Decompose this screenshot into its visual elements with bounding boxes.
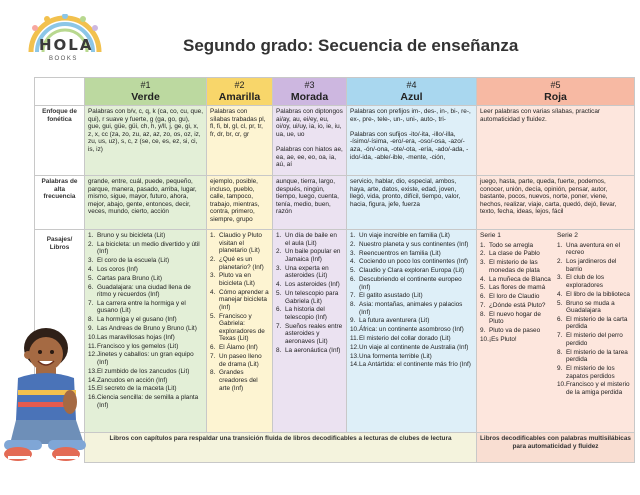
- list-item-number: 9.: [480, 327, 486, 335]
- column-header-amarilla: [207, 78, 273, 106]
- list-item-text: La muñeca de Blanca: [489, 275, 551, 283]
- list-item-text: Las maravillosas hojas (Inf): [97, 333, 175, 341]
- list-item-number: 13.: [88, 367, 97, 375]
- list-item-number: 2.: [88, 240, 94, 248]
- fonetica-cell-roja: Leer palabras con varias sílabas, practicar automaticidad y fluidez.: [477, 106, 635, 176]
- list-item-number: 1.: [88, 232, 94, 239]
- list-item: [210, 232, 269, 255]
- list-item-text: El nuevo hogar de Pluto: [489, 310, 541, 326]
- list-item-number: 9.: [350, 317, 356, 325]
- list-item-number: 8.: [210, 369, 216, 377]
- list-item-text: Ciencia sencilla: de semilla a planta (Inf): [97, 394, 199, 409]
- serie-1: [480, 232, 554, 398]
- list-item: [557, 300, 631, 315]
- list-item-text: Una experta en asteroides (Lit): [285, 264, 329, 280]
- list-item-number: 5.: [88, 274, 94, 282]
- list-item: [88, 275, 203, 283]
- list-item-text: Un telescopio para Gabriela (Lit): [285, 289, 339, 305]
- pasajes-cell-azul: [347, 230, 477, 433]
- list-item: [350, 326, 473, 334]
- list-item-number: 10.: [88, 333, 97, 341]
- list-item: [557, 381, 631, 396]
- list-item-text: Jinetes y caballos: un gran equipo (Inf): [97, 351, 194, 366]
- list-item-number: 8.: [88, 316, 94, 324]
- list-item-number: 12.: [88, 351, 97, 359]
- list-item-number: 2.: [557, 257, 563, 265]
- footer-row: [35, 433, 635, 463]
- pasajes-cell-verde: [85, 230, 207, 433]
- list-item-text: Francisco y los gemelos (Lit): [97, 342, 179, 350]
- list-item: [276, 281, 343, 289]
- list-item-text: Sueños reales entre asteroides y aeronaves (Lit): [285, 322, 343, 345]
- list-item-text: Guadalajara: una ciudad llena de ritmo y recuerdos (Inf): [97, 283, 191, 299]
- list-item-number: 7.: [557, 332, 563, 340]
- list-item: [210, 272, 269, 287]
- column-header-verde: [85, 78, 207, 106]
- list-item-text: Francisco y el misterio de la amiga perdida: [566, 381, 630, 396]
- list-item-text: Pluto va de paseo: [489, 327, 541, 335]
- list-item: [88, 232, 203, 240]
- column-name: Azul: [400, 91, 423, 103]
- list-item-number: 1.: [350, 232, 356, 239]
- list-item: [210, 313, 269, 343]
- column-number: #1: [140, 80, 151, 90]
- list-item-text: La aeronáutica (Inf): [285, 346, 341, 354]
- list-item-text: ¡Es Pluto!: [489, 335, 517, 343]
- list-item: [557, 349, 631, 364]
- list-item: [480, 284, 554, 292]
- list-item: [350, 301, 473, 316]
- list-item: [350, 292, 473, 300]
- list-item: [350, 353, 473, 361]
- list-item: [480, 276, 554, 284]
- serie-2-title: Serie 2: [557, 232, 578, 239]
- frecuencia-cell-amarilla: ejemplo, posible, incluso, pueblo, calle, tampoco, trabajo, mientras, contra, primero, siempre, grupo: [207, 176, 273, 230]
- list-item-text: Las Andreas de Bruno y Bruno (Lit): [97, 325, 197, 333]
- list-item-text: Un baile popular en Jamaica (Inf): [285, 248, 341, 263]
- list-item-text: ¿Qué es un planetario? (Inf): [219, 255, 264, 271]
- list-item-number: 3.: [88, 257, 94, 265]
- list-item-number: 10.: [480, 335, 489, 343]
- list-item-text: Francisco y Gabriela: exploradores de Texas (Lit): [219, 312, 265, 343]
- list-item: [88, 385, 203, 393]
- list-item-number: 3.: [557, 274, 563, 282]
- list-item-text: Descubriendo el continente europeo (Inf): [359, 275, 462, 291]
- list-item-number: 6.: [480, 293, 486, 301]
- list-item: [350, 232, 473, 240]
- frecuencia-cell-morada: aunque, tierra, largo, después, ningún, tiempo, luego, cuenta, tenía, medio, buen, razón: [273, 176, 347, 230]
- list-item-number: 9.: [557, 365, 563, 372]
- list-item-number: 5.: [480, 284, 486, 292]
- list-item: [88, 325, 203, 333]
- list-item-number: 6.: [557, 315, 563, 323]
- list-item-number: 3.: [480, 259, 486, 267]
- list-item-number: 2.: [350, 240, 356, 248]
- column-number: #5: [550, 80, 561, 90]
- series-wrap: [480, 232, 631, 398]
- list-item-text: Claudio y Pluto visitan el planetario (Lit): [219, 232, 262, 255]
- list-item: [480, 259, 554, 274]
- header-row: [35, 78, 635, 106]
- list-item-number: 3.: [350, 249, 356, 257]
- list-item-text: Zancudos en acción (Inf): [97, 376, 168, 384]
- list-item: [557, 274, 631, 289]
- list-item: [276, 323, 343, 346]
- list-item-text: Pluto va en bicicleta (Lit): [219, 272, 255, 287]
- row-frecuencia: [35, 176, 635, 230]
- list-item: [350, 344, 473, 352]
- list-item: [350, 361, 473, 369]
- serie-1-list: [480, 242, 554, 344]
- list-item-number: 1.: [557, 241, 563, 249]
- list-item-number: 11.: [88, 342, 97, 350]
- list-item-number: 5.: [557, 299, 563, 307]
- list-item-text: El misterio de las monedas de plata: [489, 259, 540, 274]
- pasajes-list-morada: [276, 232, 343, 354]
- hola-books-logo: [25, 14, 105, 72]
- list-item-number: 7.: [276, 322, 282, 330]
- list-item-text: Nuestro planeta y sus continentes (Inf): [359, 240, 469, 248]
- list-item-text: El club de los exploradores: [566, 274, 605, 289]
- list-item-text: Los coros (Inf): [97, 265, 138, 273]
- column-number: #2: [234, 80, 245, 90]
- list-item-number: 8.: [557, 348, 563, 356]
- list-item-text: Un viaje increíble en familia (Lit): [359, 232, 450, 239]
- logo-text: HOLA: [39, 36, 94, 54]
- serie-2: [557, 232, 631, 398]
- list-item: [276, 306, 343, 321]
- list-item-number: 14.: [88, 376, 97, 384]
- list-item: [276, 265, 343, 280]
- list-item: [88, 343, 203, 351]
- list-item: [557, 332, 631, 347]
- list-item: [210, 344, 269, 352]
- list-item-number: 14.: [350, 361, 359, 369]
- list-item-number: 4.: [210, 288, 216, 296]
- list-item: [480, 250, 554, 258]
- list-item-text: El loro de Claudio: [489, 293, 540, 301]
- list-item: [350, 267, 473, 275]
- list-item-number: 6.: [276, 306, 282, 314]
- column-header-roja: [477, 78, 635, 106]
- list-item: [88, 351, 203, 366]
- list-item-text: Una aventura en el recreo: [566, 241, 621, 257]
- list-item-number: 10.: [557, 381, 566, 389]
- list-item: [557, 242, 631, 257]
- list-item: [88, 300, 203, 315]
- list-item-number: 8.: [276, 346, 282, 354]
- column-header-azul: [347, 78, 477, 106]
- list-item-number: 5.: [350, 267, 356, 275]
- list-item-text: El misterio de la tarea perdida: [566, 348, 628, 364]
- list-item-text: Los jardineros del barrio: [566, 257, 617, 273]
- list-item-number: 15.: [88, 385, 97, 393]
- list-item: [350, 241, 473, 249]
- child-reading-illustration: [0, 318, 96, 468]
- list-item-text: El coro de la escuela (Lit): [97, 257, 170, 265]
- list-item-number: 8.: [350, 301, 356, 309]
- column-name: Morada: [290, 91, 329, 103]
- list-item-number: 7.: [88, 299, 94, 307]
- page-title: Segundo grado: Secuencia de enseñanza: [183, 36, 519, 55]
- pasajes-cell-morada: [273, 230, 347, 433]
- list-item: [350, 250, 473, 258]
- list-item-number: 2.: [276, 248, 282, 256]
- list-item: [350, 335, 473, 343]
- list-item: [210, 353, 269, 368]
- list-item: [480, 302, 554, 310]
- list-item: [350, 258, 473, 266]
- list-item-text: El secreto de la maceta (Lit): [97, 385, 177, 393]
- list-item-number: 1.: [210, 232, 216, 239]
- list-item: [350, 276, 473, 291]
- list-item: [276, 248, 343, 263]
- list-item-text: ¿Dónde está Pluto?: [489, 301, 546, 309]
- list-item-text: Reencuentros en familia (Lit): [359, 249, 441, 257]
- list-item-text: Los asteroides (Inf): [285, 281, 340, 289]
- list-item-text: Bruno y su bicicleta (Lit): [97, 232, 166, 239]
- list-item-number: 2.: [480, 250, 486, 258]
- frecuencia-cell-azul: servicio, hablar, dio, especial, ambos, haya, arte, datos, existe, edad, joven, llegó, vida, pronto, difícil, tiempo, valor, hacia, figura, jefe, fuerza: [347, 176, 477, 230]
- pasajes-list-azul: [350, 232, 473, 369]
- list-item-text: El Álamo (Inf): [219, 344, 258, 352]
- list-item-text: Asia: montañas, animales y palacios (Inf): [359, 301, 463, 316]
- row-pasajes: [35, 230, 635, 433]
- list-item: [276, 232, 343, 247]
- list-item-number: 4.: [88, 265, 94, 273]
- column-number: #4: [406, 80, 417, 90]
- list-item-text: El libro de la biblioteca: [566, 290, 630, 298]
- list-item: [480, 293, 554, 301]
- list-item-number: 12.: [350, 343, 359, 351]
- list-item-text: África: un continente asombroso (Inf): [359, 326, 464, 334]
- list-item: [88, 284, 203, 299]
- pasajes-list-amarilla: [210, 232, 269, 392]
- list-item-number: 4.: [557, 290, 563, 298]
- list-item: [88, 257, 203, 265]
- row-fonetica: [35, 106, 635, 176]
- list-item-text: Un viaje al continente de Australia (Inf): [359, 343, 469, 351]
- list-item-text: Las flores de mamá: [489, 284, 546, 292]
- list-item-number: 6.: [210, 344, 216, 352]
- list-item-number: 2.: [210, 255, 216, 263]
- list-item: [557, 316, 631, 331]
- fonetica-cell-amarilla: Palabras con sílabas trabadas pl, fl, fi, bl, gl, cl, pr, tr, fr, dr, br, cr, gr: [207, 106, 273, 176]
- list-item-number: 13.: [350, 352, 359, 360]
- list-item-text: Bruno se muda a Guadalajara: [566, 299, 615, 315]
- list-item-number: 8.: [480, 310, 486, 318]
- list-item-text: Una formenta terrible (Lit): [359, 352, 432, 360]
- list-item-number: 10.: [350, 326, 359, 334]
- frecuencia-cell-roja: juego, hasta, parte, queda, fuerte, podemos, conocer, unión, decía, opinión, pensar, autor, bastante, pocos, nuevos, norte, poner, viene, hechos, realizar, viaje, carta, quedó, dejó, llevar, texto, fecha, ideas, lejos, fácil: [477, 176, 635, 230]
- list-item-text: Todo se arregla: [489, 241, 534, 249]
- list-item-text: Cartas para Bruno (Lit): [97, 274, 162, 282]
- list-item: [480, 327, 554, 335]
- list-item-number: 3.: [210, 272, 216, 280]
- row-label-pasajes: Pasajes/ Libros: [35, 230, 85, 433]
- list-item-text: Cociendo un poco los continentes (Inf): [359, 258, 469, 266]
- footer-right-note: Libros decodificables con palabras multisilábicas para automaticidad y fluidez: [477, 433, 635, 463]
- list-item: [88, 394, 203, 409]
- list-item: [557, 258, 631, 273]
- list-item: [480, 311, 554, 326]
- list-item-number: 4.: [480, 275, 486, 283]
- list-item-text: Claudio y Clara exploran Europa (Lit): [359, 267, 465, 275]
- list-item-text: Grandes creadores del arte (Inf): [219, 369, 258, 392]
- list-item-number: 9.: [88, 325, 94, 333]
- row-label-frecuencia: Palabras de alta frecuencia: [35, 176, 85, 230]
- list-item-number: 5.: [276, 289, 282, 297]
- row-label-fonetica: Enfoque de fonética: [35, 106, 85, 176]
- pasajes-cell-amarilla: [207, 230, 273, 433]
- fonetica-cell-verde: Palabras con b/v, c, q, k (ca, co, cu, que, qui), r suave y fuerte, g (ga, go, gu), gue, gui, güe, güi, ch, h, y/ll, j, ge, gi, x, z, x, cc (za, zo, zu, az, az, zo, os, oz, iz, zu, us, uz), s, c, z (se, ce, es, ez, si, ci, is, iz): [85, 106, 207, 176]
- list-item-text: El misterio de la carta perdida: [566, 315, 628, 331]
- list-item-text: El gatito asustado (Lit): [359, 292, 423, 300]
- list-item: [88, 334, 203, 342]
- list-item-text: La futura aventurera (Lit): [359, 317, 430, 325]
- list-item-number: 7.: [210, 353, 216, 361]
- list-item: [480, 336, 554, 344]
- list-item-number: 6.: [350, 275, 356, 283]
- list-item: [88, 368, 203, 376]
- list-item-text: La historia del telescopio (Inf): [285, 306, 327, 321]
- list-item-text: Cómo aprender a manejar bicicleta (Inf): [219, 288, 269, 311]
- list-item-number: 6.: [88, 283, 94, 291]
- pasajes-list-verde: [88, 232, 203, 409]
- list-item: [480, 242, 554, 250]
- list-item-number: 1.: [480, 241, 486, 249]
- list-item-number: 5.: [210, 312, 216, 320]
- pasajes-cell-roja: [477, 230, 635, 433]
- list-item: [88, 241, 203, 256]
- column-name: Verde: [131, 91, 160, 103]
- frecuencia-cell-verde: grande, entre, cuál, puede, pequeño, parque, manera, pasado, arriba, lugar, mismo, sigue, mayor, futuro, ahora, mejor, abajo, gente, entonces, decir, veces, mundo, cierto, acción: [85, 176, 207, 230]
- list-item-number: 4.: [276, 281, 282, 289]
- list-item-text: La clase de Pablo: [489, 250, 540, 258]
- list-item: [557, 291, 631, 299]
- list-item: [210, 369, 269, 392]
- list-item-number: 7.: [480, 301, 486, 309]
- list-item-number: 3.: [276, 264, 282, 272]
- list-item-text: Un día de baile en el aula (Lit): [285, 232, 337, 247]
- list-item: [557, 365, 631, 380]
- list-item-number: 4.: [350, 258, 356, 266]
- logo-subtext: BOOKS: [49, 56, 78, 62]
- list-item-text: El misterio de los zapatos perdidos: [566, 365, 615, 380]
- list-item-number: 11.: [350, 335, 359, 342]
- serie-2-list: [557, 242, 631, 397]
- header-spacer: [35, 78, 85, 106]
- list-item: [350, 317, 473, 325]
- list-item: [210, 289, 269, 312]
- serie-1-title: Serie 1: [480, 232, 501, 239]
- column-name: Roja: [544, 91, 567, 103]
- list-item-text: El misterio del perro perdido: [566, 332, 623, 347]
- fonetica-cell-azul: Palabras con prefijos im-, des-, in-, bi-, re-, ex-, pre-, tele-, un-, uni-, auto-, tri- Palabras con sufijos -ito/-ita, -illo/-illa, -ísimo/-ísima, -ero/-era, -oso/-osa, -azo/-aza, -ón/-ona, -ote/-ota, -ería, -ado/-ada, -ido/-ida, -able/-ible, -mente, -ción,: [347, 106, 477, 176]
- column-header-morada: [273, 78, 347, 106]
- column-number: #3: [304, 80, 315, 90]
- list-item-number: 16.: [88, 394, 97, 402]
- column-name: Amarilla: [218, 91, 261, 103]
- footer-left-note: Libros con capítulos para respaldar una transición fluida de libros decodificables a lecturas de clubes de lectura: [85, 433, 477, 463]
- fonetica-cell-morada: Palabras con diptongos ai/ay, au, ei/ey, eu, oi/oy, ui/uy, ia, io, ie, iu, ua, ue, uo Palabras con hiatos ae, ea, ae, ee, eo, oa, ia, aú, aí: [273, 106, 347, 176]
- list-item: [88, 316, 203, 324]
- list-item-text: Un paseo lleno de drama (Lit): [219, 353, 262, 368]
- list-item: [88, 266, 203, 274]
- list-item-text: El zumbido de los zancudos (Lit): [97, 367, 190, 375]
- list-item-text: La Antártida: el continente más frío (Inf): [359, 361, 471, 369]
- sequence-table: [34, 77, 635, 463]
- list-item-text: La hormiga y el gusano (Inf): [97, 316, 177, 324]
- list-item: [276, 347, 343, 355]
- list-item-number: 1.: [276, 232, 282, 239]
- list-item-text: La bicicleta: un medio divertido y útil (Inf): [97, 240, 200, 256]
- list-item: [88, 377, 203, 385]
- list-item: [276, 290, 343, 305]
- list-item-text: El misterio del collar dorado (Lit): [359, 335, 451, 342]
- list-item-text: La carrera entre la hormiga y el gusano (Lit): [97, 299, 186, 315]
- list-item-number: 7.: [350, 292, 356, 300]
- list-item: [210, 256, 269, 271]
